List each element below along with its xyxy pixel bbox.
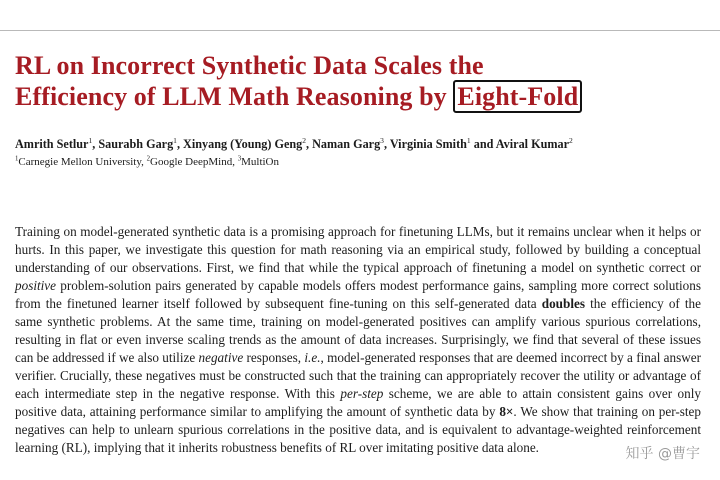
abstract-emphasis: positive — [15, 278, 57, 294]
author-separator: , — [176, 137, 184, 151]
abstract-paragraph — [15, 223, 701, 457]
abstract-emphasis: i.e. — [304, 350, 321, 366]
paper-title — [15, 50, 705, 112]
author-conjunction: and — [470, 137, 496, 151]
author-name: Amrith Setlur — [15, 137, 89, 151]
affiliation-number: 3 — [237, 155, 242, 163]
bottom-fade — [0, 466, 720, 480]
author-affiliation-mark: 1 — [173, 135, 177, 145]
watermark-label: 知乎 @曹宇 — [624, 443, 702, 463]
author-list — [15, 135, 705, 153]
author-separator: , — [383, 137, 390, 151]
abstract-text: . We show that training on per-step negatives can help to unlearn spurious correlations in the positive data, and is equivalent to advantage-weighted reinforcement learning (RL), implying that it inherits robustness benefits of RL over imitating positive data alone. — [15, 404, 701, 456]
title-line-1: RL on Incorrect Synthetic Data Scales the — [15, 51, 484, 80]
author-affiliation-mark: 2 — [302, 135, 307, 145]
title-line-2 — [15, 81, 705, 112]
author-name: Xinyang (Young) Geng — [183, 137, 303, 151]
abstract-text: the efficiency of the same synthetic problems. At the same time, training on model-generated positives can amplify various spurious correlations, resulting in flat or even inverse scaling trends as the amount of data increases. Surprisingly, we find that several of these issues can be addressed if we also utilize — [15, 296, 701, 366]
abstract-text: problem-solution pairs generated by capable models offers modest performance gains, sampling more correct solutions from the finetuned learner itself followed by subsequent fine-tuning on this self-generated data — [15, 278, 701, 312]
abstract-text: scheme, we are able to attain consistent gains over only positive data, attaining performance similar to amplifying the amount of synthetic data by — [15, 386, 701, 420]
author-separator: , — [92, 137, 99, 151]
abstract-emphasis: per-step — [340, 386, 384, 402]
top-rule — [0, 30, 720, 31]
author-name: Aviral Kumar — [495, 137, 570, 151]
affiliation-number: 1 — [15, 155, 19, 163]
affiliation-name: Google DeepMind — [150, 156, 233, 168]
author-separator: , — [306, 137, 313, 151]
author-affiliation-mark: 2 — [569, 135, 573, 145]
affiliation-name: MultiOn — [241, 156, 280, 168]
title-line-2-text: Efficiency of LLM Math Reasoning by — [15, 82, 454, 111]
author-affiliation-mark: 1 — [466, 135, 471, 145]
author-name: Naman Garg — [312, 137, 381, 151]
author-name: Saurabh Garg — [98, 137, 174, 151]
author-affiliation-mark: 1 — [88, 135, 93, 145]
abstract-text: Training on model-generated synthetic data is a promising approach for finetuning LLMs, but it remains unclear when it helps or hurts. In this paper, we investigate this question for math reasoning via an empirical study, followed by building a conceptual understanding of our observations. First, we find that while the typical approach of finetuning a model on synthetic correct or — [15, 224, 701, 276]
abstract-text: , model-generated responses that are deemed incorrect by a final answer verifier. Crucially, these negatives must be constructed such that the training can appropriately recover the utility or advantage of each intermediate step in the negative response. With this — [15, 350, 702, 402]
author-affiliation-mark: 3 — [380, 135, 384, 145]
affiliation-list: $^1$Carnegie Mellon University, $^2$Google DeepMind, $^3$MultiOn — [15, 155, 280, 168]
abstract-text: responses, — [243, 350, 305, 366]
abstract-bold: doubles — [541, 296, 585, 312]
abstract-bold: 8× — [499, 404, 514, 420]
affiliation-name: Carnegie Mellon University — [18, 156, 142, 168]
abstract-emphasis: negative — [198, 350, 244, 366]
author-name: Virginia Smith — [389, 137, 467, 151]
title-highlight-box: Eight-Fold — [453, 80, 582, 113]
affiliation-number: 2 — [146, 155, 151, 163]
